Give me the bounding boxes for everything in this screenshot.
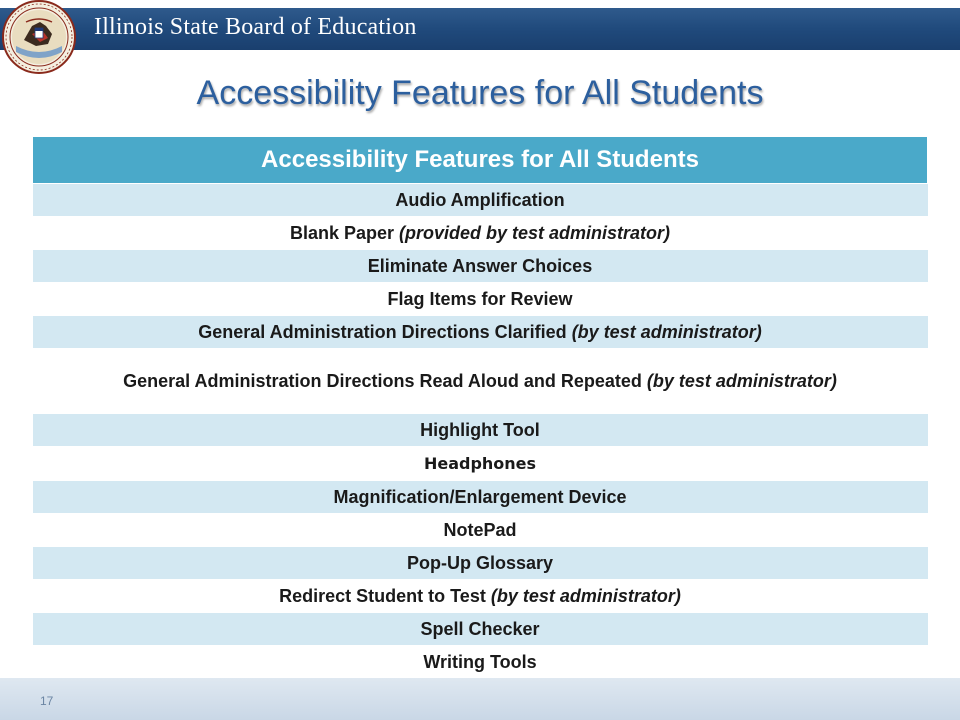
table-row <box>33 580 928 613</box>
table-row <box>33 481 928 514</box>
table-cell <box>33 349 928 414</box>
feature-note: (by test administrator) <box>646 371 837 391</box>
feature-name: Headphones <box>423 454 537 473</box>
feature-name: Flag Items for Review <box>387 289 573 309</box>
table-cell <box>33 250 928 283</box>
slide-title: Accessibility Features for All Students <box>196 74 764 112</box>
header-banner <box>0 8 960 50</box>
feature-note: (by test administrator) <box>490 586 681 606</box>
feature-name: Eliminate Answer Choices <box>367 256 593 276</box>
feature-name: Highlight Tool <box>420 420 540 440</box>
feature-name: Redirect Student to Test <box>279 586 491 606</box>
table-cell <box>33 414 928 447</box>
table-cell <box>33 481 928 514</box>
table-cell <box>33 646 928 679</box>
table-cell <box>33 217 928 250</box>
feature-note: (by test administrator) <box>571 322 762 342</box>
table-cell <box>33 283 928 316</box>
table-row <box>33 349 928 414</box>
state-seal-icon <box>2 0 76 74</box>
table-row <box>33 514 928 547</box>
table-row <box>33 613 928 646</box>
feature-name: Blank Paper <box>289 223 399 243</box>
table-header: Accessibility Features for All Students <box>33 137 928 184</box>
table-cell <box>33 514 928 547</box>
table-row <box>33 217 928 250</box>
table-cell <box>33 613 928 646</box>
feature-name: Spell Checker <box>420 619 540 639</box>
table-row <box>33 414 928 447</box>
table-cell <box>33 547 928 580</box>
feature-name: General Administration Directions Clarified <box>198 322 572 342</box>
feature-note: (provided by test administrator) <box>399 223 671 243</box>
table-row <box>33 184 928 217</box>
feature-name: NotePad <box>443 520 517 540</box>
table-row <box>33 547 928 580</box>
feature-name: Pop-Up Glossary <box>406 553 554 573</box>
table-row <box>33 447 928 481</box>
footer-bar <box>0 678 960 720</box>
table-cell <box>33 447 928 481</box>
feature-name: General Administration Directions Read Aloud and Repeated <box>123 371 647 391</box>
table-cell <box>33 580 928 613</box>
feature-name: Writing Tools <box>423 652 537 672</box>
feature-name: Audio Amplification <box>395 190 565 210</box>
table-row <box>33 646 928 679</box>
table-row <box>33 283 928 316</box>
banner-title: Illinois State Board of Education <box>94 14 417 40</box>
table-row <box>33 316 928 349</box>
feature-name: Magnification/Enlargement Device <box>333 487 627 507</box>
page-number: 17 <box>40 694 54 708</box>
table-cell <box>33 184 928 217</box>
accessibility-features-table <box>32 136 928 679</box>
table-cell <box>33 316 928 349</box>
table-row <box>33 250 928 283</box>
